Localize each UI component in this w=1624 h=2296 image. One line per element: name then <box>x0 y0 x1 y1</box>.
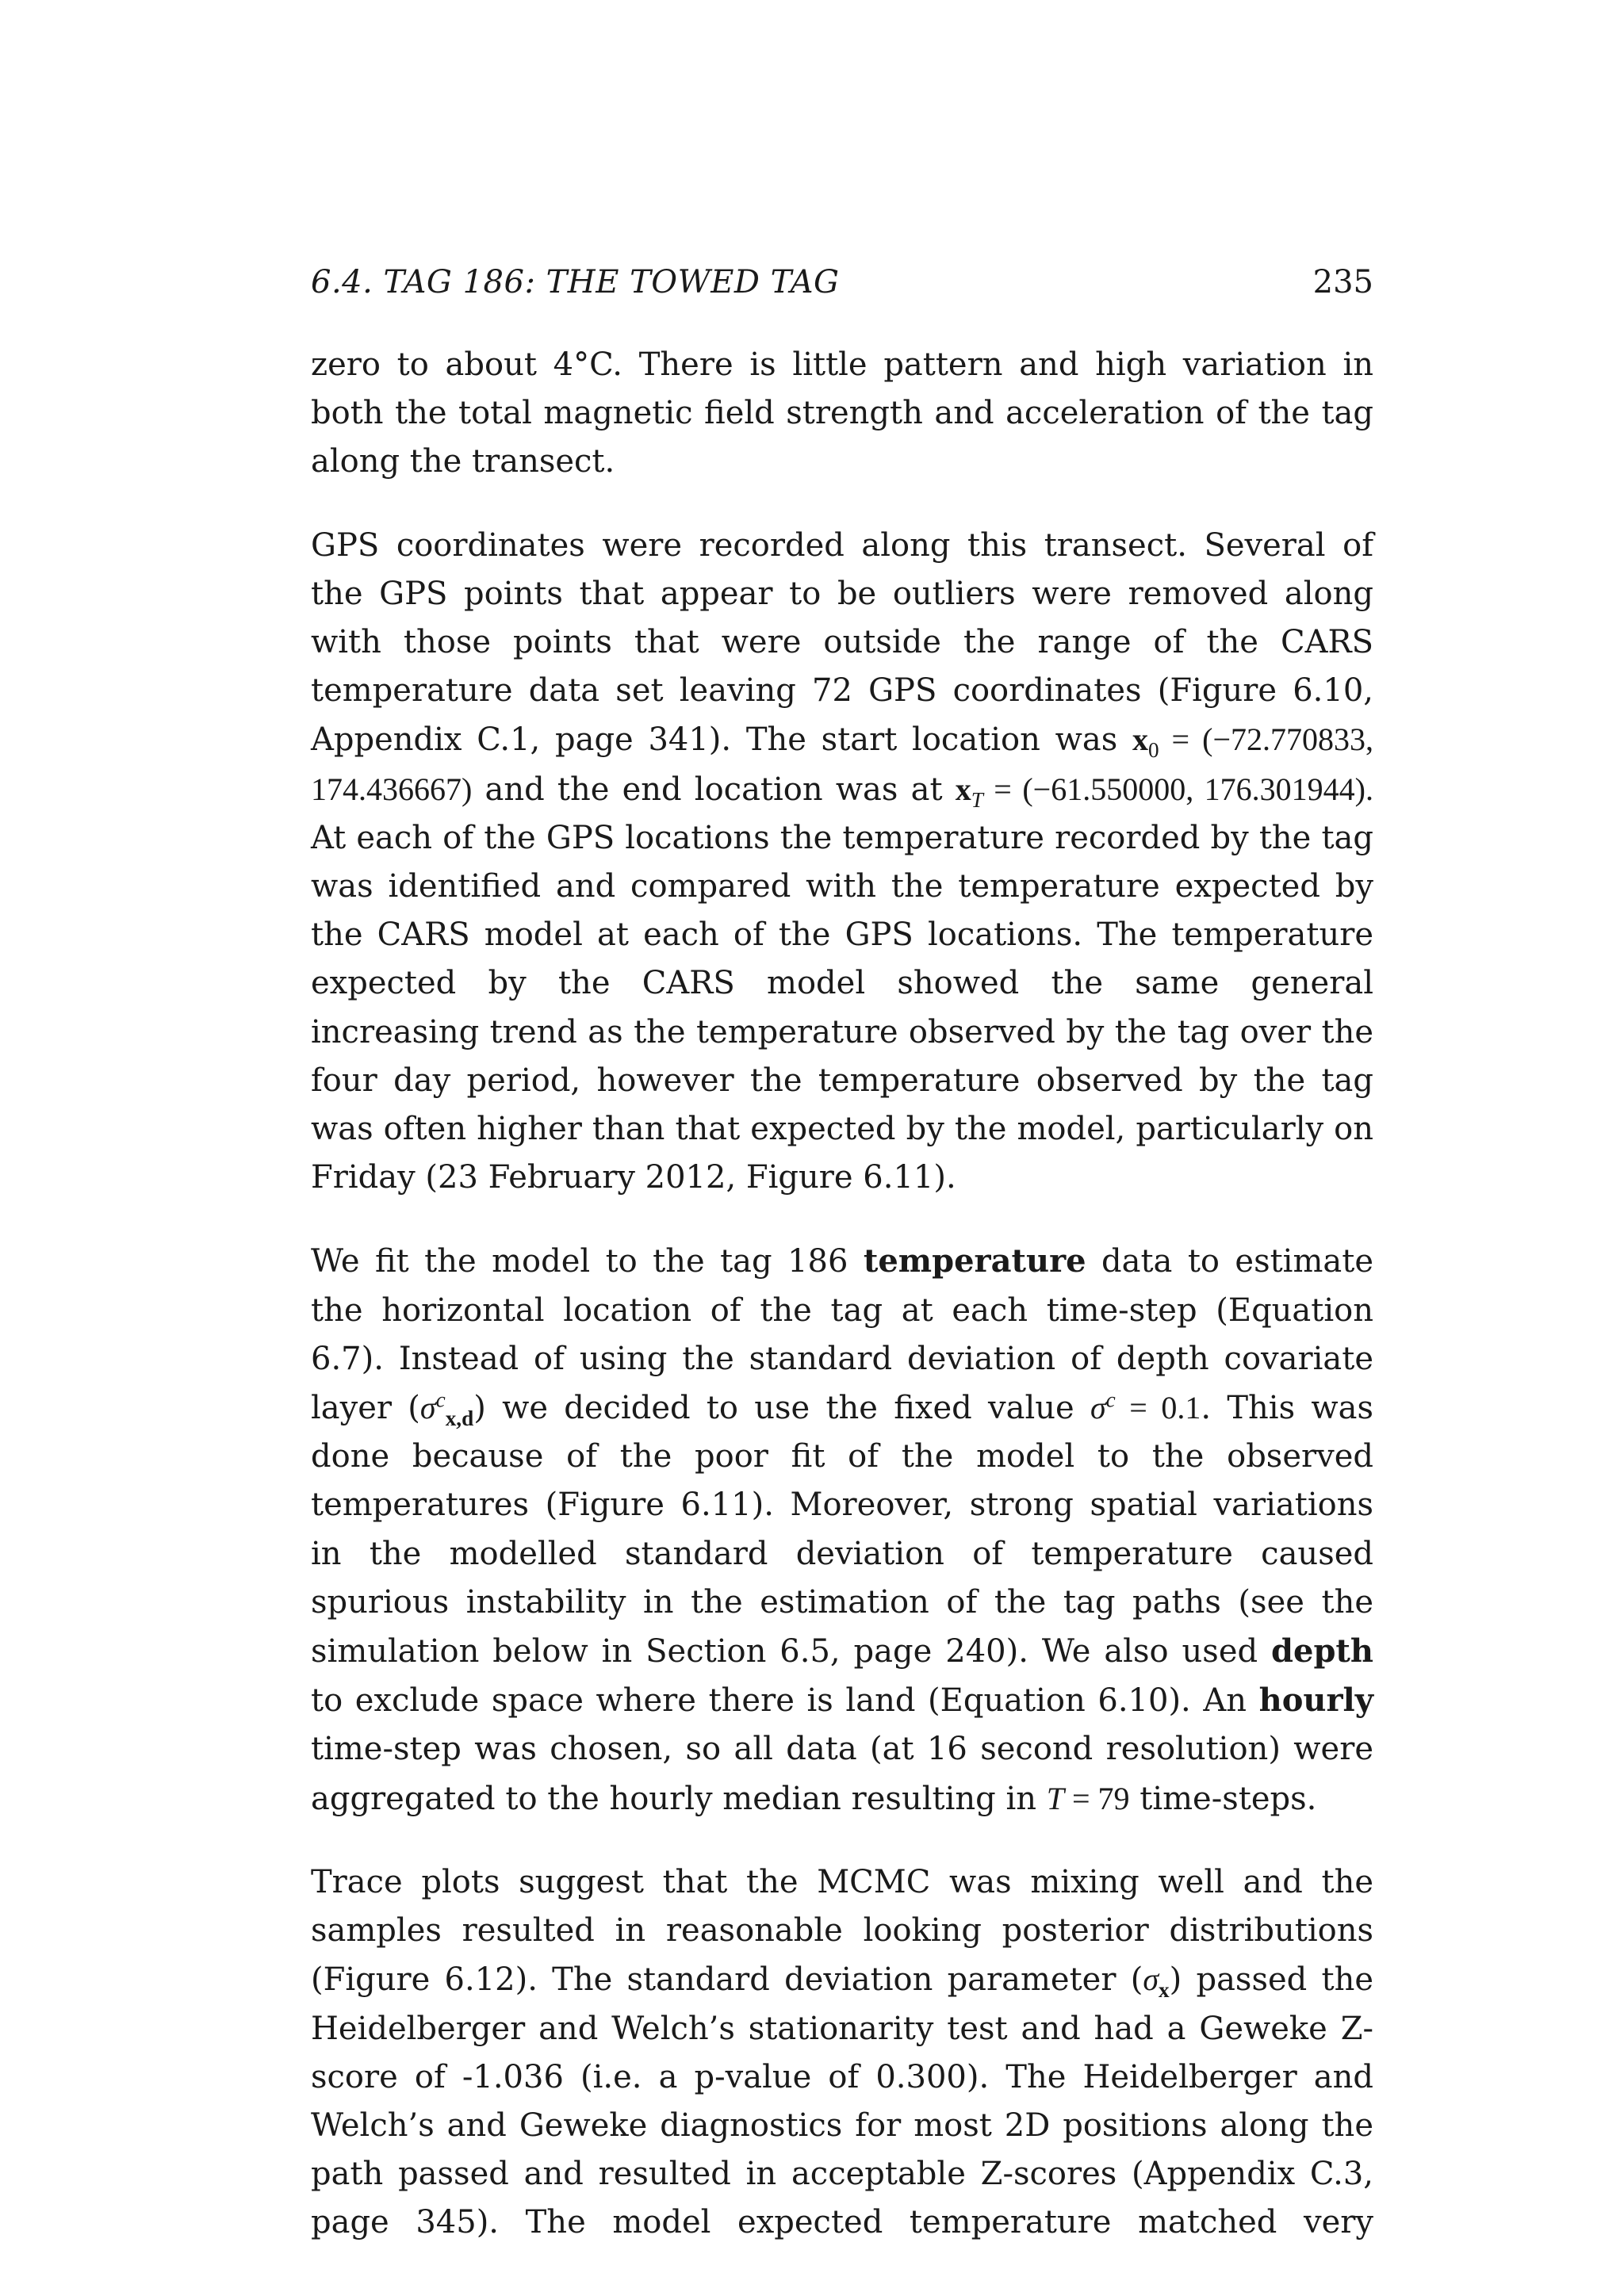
bold-term-depth: depth <box>1271 1632 1373 1670</box>
paragraph-text: At each of the GPS locations the temperature recorded by the tag was identified and compared with the temperature expected by the CARS model at each of the GPS locations. The temperature expected by the CARS model showed the same general increasing trend as the temperature observed by the tag over the four day period, however the temperature observed by the tag was often higher than that expected by the model, particularly on Friday (23 February 2012, Figure 6.11). <box>311 819 1373 1196</box>
math-symbol: σ <box>419 1390 436 1426</box>
running-head <box>311 260 1373 304</box>
paragraph-text: and the end location was at <box>472 771 956 808</box>
paragraph-1 <box>311 341 1373 487</box>
math-symbol: x <box>955 771 971 807</box>
math-time-steps <box>1047 1781 1130 1816</box>
math-value: = (−72.770833, 174.436667) <box>311 721 1374 807</box>
page-number: 235 <box>1312 264 1373 300</box>
paragraph-text: to exclude space where there is land (Equation 6.10). An <box>311 1682 1259 1720</box>
math-symbol: σ <box>1143 1961 1159 1998</box>
math-sigma-x <box>1143 1961 1170 2003</box>
math-subscript: T <box>971 787 983 812</box>
paragraph-text: ) we decided to use the fixed value <box>473 1390 1090 1427</box>
math-superscript: c <box>435 1387 446 1412</box>
paragraph-3 <box>311 1237 1373 1823</box>
math-subscript: x,d <box>445 1406 474 1431</box>
math-symbol: T <box>1046 1780 1064 1816</box>
paragraph-text: zero to about 4°C. There is little pattern and high variation in both the total magnetic field strength and acceleration of the tag along the transect. <box>311 346 1373 480</box>
math-value: = (−61.550000, 176.301944). <box>982 771 1373 807</box>
math-end-location <box>955 771 1373 812</box>
body-text <box>311 341 1373 2283</box>
paragraph-text: We fit the model to the tag 186 <box>311 1243 864 1280</box>
math-superscript: c <box>1105 1387 1116 1412</box>
paragraph-text: Trace plots suggest that the MCMC was mixing well and the samples resulted in reasonable looking posterior distributions (Figure 6.12). The standard deviation parameter ( <box>311 1863 1373 1999</box>
section-heading: 6.4. TAG 186: THE TOWED TAG <box>311 264 840 300</box>
bold-term-temperature: temperature <box>863 1242 1086 1280</box>
paragraph-text: ) passed the Heidelberger and Welch’s stationarity test and had a Geweke Z-score of -1.036 (i.e. a p-value of 0.300). The Heidelberger and Welch’s and Geweke diagnostics for most 2D positions along the path passed and resulted in acceptable Z-scores (Appendix C.3, page 345). The model expected temperature matched very <box>311 1961 1373 2241</box>
math-symbol: x <box>1132 721 1148 758</box>
paragraph-text: . This was done because of the poor fit of the model to the observed temperatures (Figure 6.11). Moreover, strong spatial variations in the modelled standard deviation of temperature caused spurious instability in the estimation of the tag paths (see the simulation below in Section 6.5, page 240). We also used <box>311 1390 1373 1670</box>
math-subscript: 0 <box>1147 738 1159 763</box>
math-value: = 79 <box>1063 1780 1130 1816</box>
paragraph-text: GPS coordinates were recorded along this transect. Several of the GPS points that appear to be outliers were removed along with those points that were outside the range of the CARS temperature data set leaving 72 GPS coordinates (Figure 6.10, Appendix C.1, page 341). The start location was <box>311 526 1373 759</box>
paragraph-text: time-steps. <box>1129 1780 1317 1817</box>
math-subscript: x <box>1159 1978 1170 2003</box>
math-value: = 0.1 <box>1115 1390 1201 1426</box>
math-symbol: σ <box>1090 1390 1106 1426</box>
paragraph-text: data to estimate the horizontal location of the tag at each time-step (Equation 6.7). Instead of using the standard deviation of depth covariate layer ( <box>311 1243 1374 1427</box>
paragraph-2 <box>311 522 1373 1203</box>
math-sigma-covariate <box>419 1387 474 1431</box>
paragraph-text: time-step was chosen, so all data (at 16 second resolution) were aggregated to the hourly median resulting in <box>311 1731 1373 1817</box>
math-sigma-fixed <box>1090 1387 1201 1426</box>
paragraph-4 <box>311 1858 1373 2248</box>
bold-term-hourly: hourly <box>1258 1682 1373 1720</box>
